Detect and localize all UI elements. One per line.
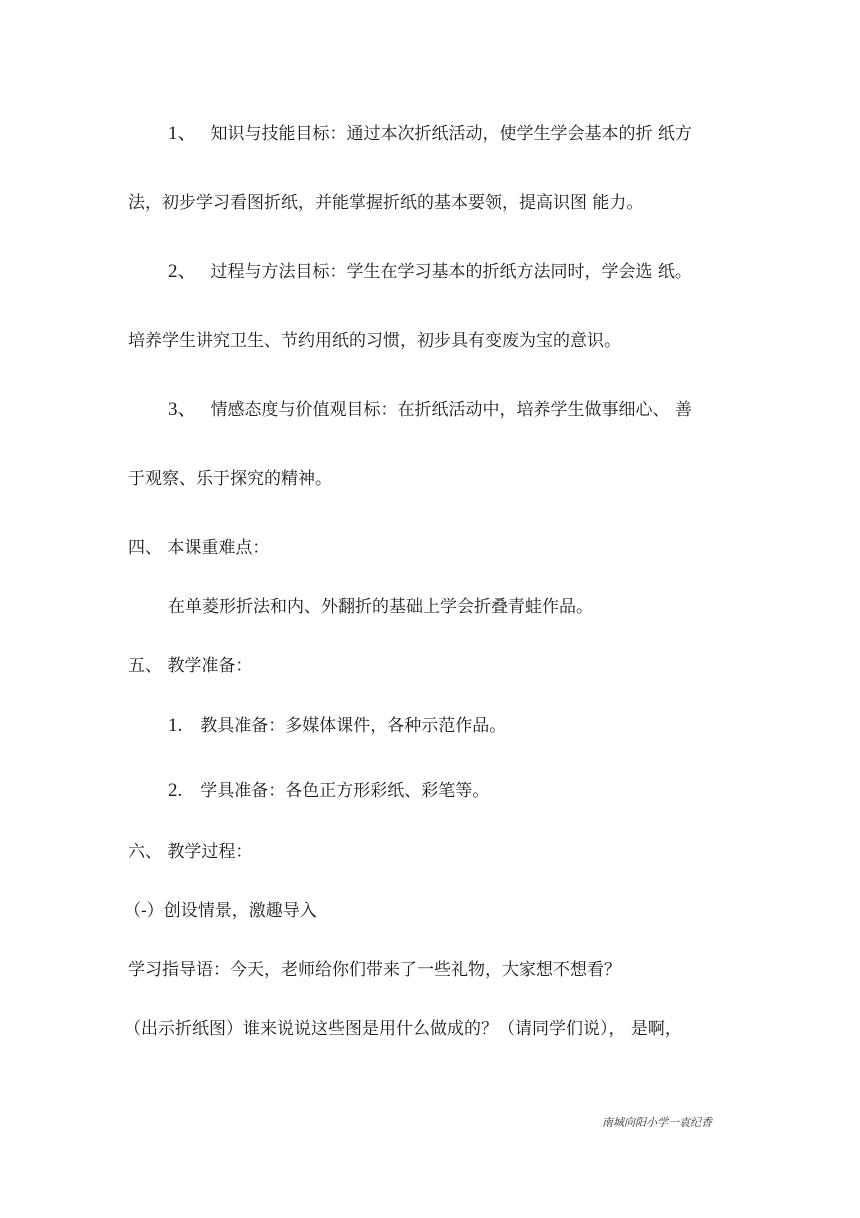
objective-1-text-1: 知识与技能目标：通过本次折纸活动，使学生学会基本的折 纸方 <box>210 124 692 144</box>
section-5-item-1-text: 教具准备：多媒体课件，各种示范作品。 <box>200 716 507 736</box>
objective-3-line-2 <box>0 467 860 491</box>
page-footer: 南城向阳小学一袁纪香 <box>602 1116 712 1129</box>
section-5-heading-text: 五、 教学准备： <box>128 656 253 676</box>
objective-1-number: 1、 <box>168 123 197 144</box>
section-4-heading <box>0 536 860 560</box>
section-6-subheading-text: （-）创设情景，激趣导入 <box>124 901 317 921</box>
objective-2-text-2: 培养学生讲究卫生、节约用纸的习惯，初步具有变废为宝的意识。 <box>128 331 621 351</box>
section-5-item-2-text: 学具准备：各色正方形彩纸、彩笔等。 <box>200 781 490 801</box>
objective-3-number: 3、 <box>168 399 197 420</box>
section-6-paragraph-1 <box>0 958 860 982</box>
section-5-item-1-number: 1. <box>168 715 183 736</box>
section-6-heading <box>0 840 860 864</box>
section-5-item-2-number: 2. <box>168 780 183 801</box>
objective-2-number: 2、 <box>168 261 197 282</box>
section-4-heading-text: 四、 本课重难点： <box>128 538 270 558</box>
section-5-heading <box>0 654 860 678</box>
section-5-item-1 <box>0 714 860 738</box>
objective-3-text-2: 于观察、乐于探究的精神。 <box>128 469 332 489</box>
section-4-body <box>0 595 860 619</box>
section-6-paragraph-2 <box>0 1017 860 1041</box>
objective-2-line-2 <box>0 329 860 353</box>
section-5-item-2 <box>0 779 860 803</box>
objective-3-line-1 <box>0 398 860 422</box>
section-6-subheading <box>0 899 860 923</box>
section-6-paragraph-1-text: 学习指导语：今天，老师给你们带来了一些礼物，大家想不想看？ <box>128 960 621 980</box>
section-6-paragraph-2-text: （出示折纸图）谁来说说这些图是用什么做成的？（请同学们说）， 是啊， <box>124 1019 682 1039</box>
section-4-body-text: 在单菱形折法和内、外翻折的基础上学会折叠青蛙作品。 <box>168 597 593 617</box>
objective-2-text-1: 过程与方法目标：学生在学习基本的折纸方法同时，学会选 纸。 <box>210 262 692 282</box>
section-6-heading-text: 六、 教学过程： <box>128 842 253 862</box>
objective-1-line-2 <box>0 191 860 215</box>
objective-1-line-1 <box>0 122 860 146</box>
objective-2-line-1 <box>0 260 860 284</box>
objective-3-text-1: 情感态度与价值观目标：在折纸活动中，培养学生做事细心、 善 <box>210 400 692 420</box>
objective-1-text-2: 法，初步学习看图折纸，并能掌握折纸的基本要领，提高识图 能力。 <box>128 193 644 213</box>
